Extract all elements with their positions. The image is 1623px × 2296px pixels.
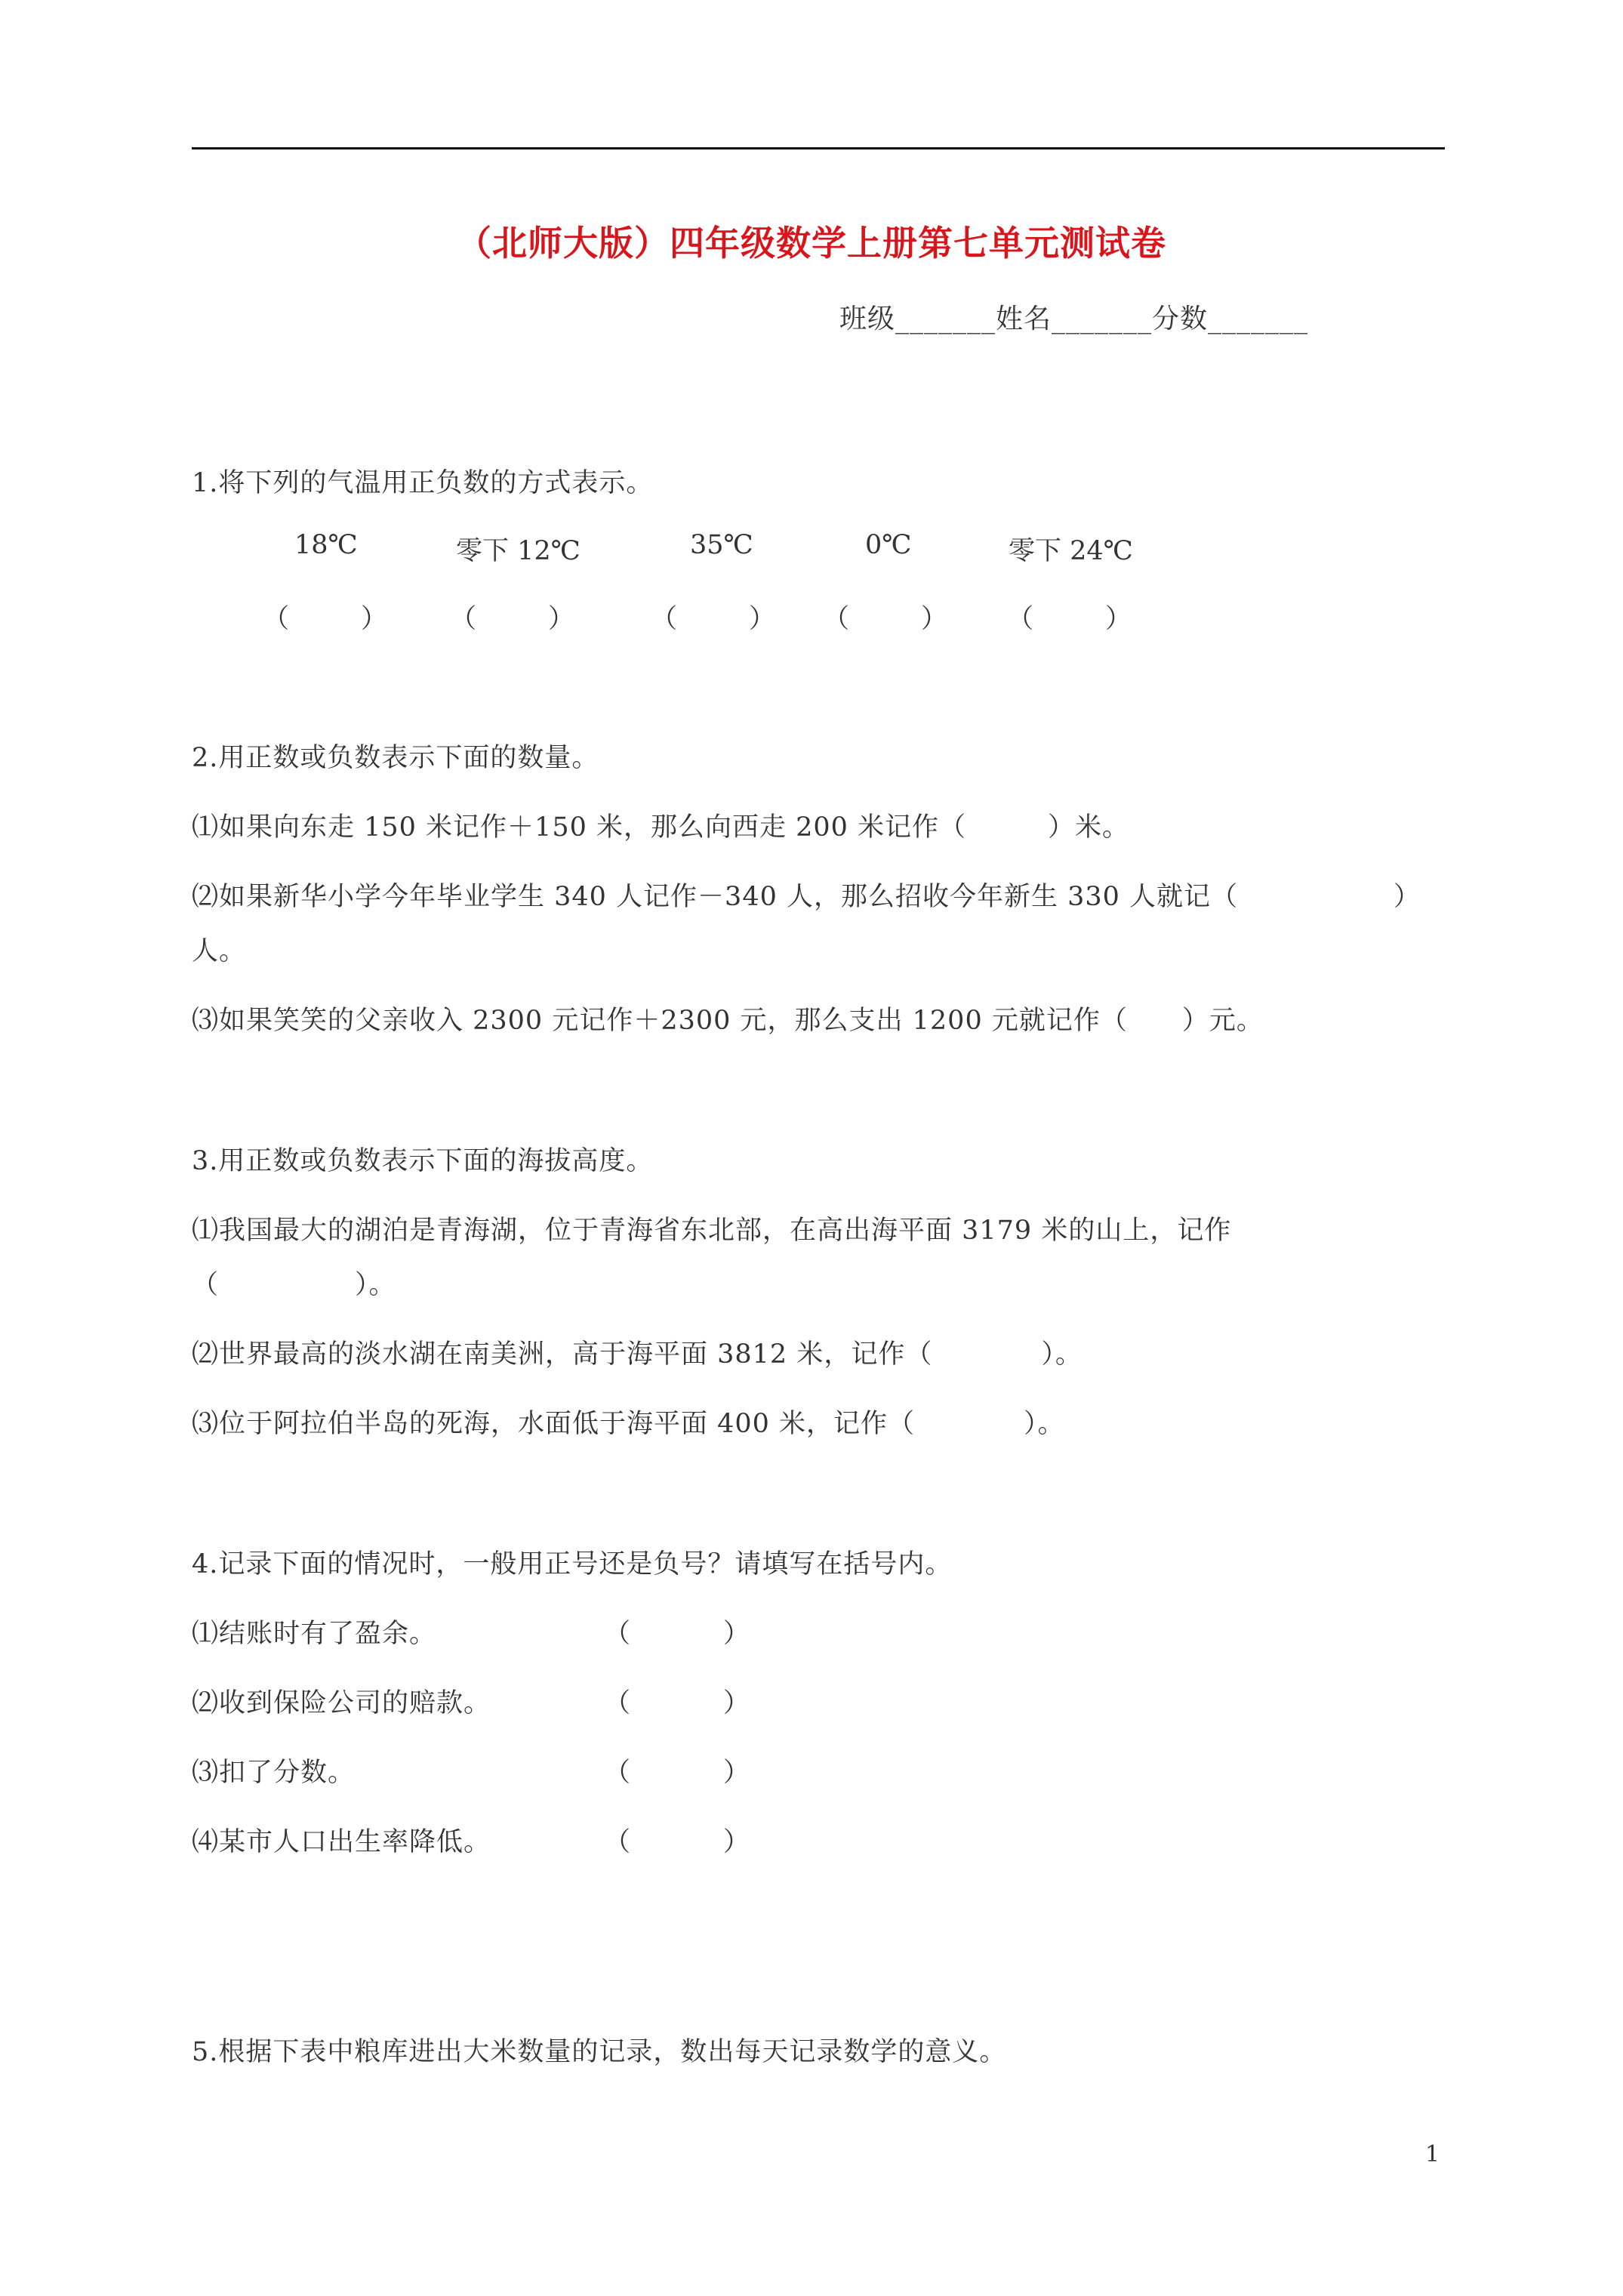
question-3-part-2: ⑵世界最高的淡水湖在南美洲，高于海平面 3812 米，记作（ ）。 [192, 1339, 1083, 1370]
answer-blank-3-close: ） [749, 604, 776, 634]
question-4-stem: 4.记录下面的情况时，一般用正号还是负号？请填写在括号内。 [192, 1549, 953, 1579]
question-4-item-3-close-paren: ） [723, 1758, 750, 1788]
student-info-line: 班级_______姓名_______分数_______ [839, 304, 1309, 334]
question-2-part-2: ⑵如果新华小学今年毕业学生 340 人记作－340 人，那么招收今年新生 330 人就记（ [192, 882, 1239, 912]
answer-blank-2-close: ） [548, 604, 575, 634]
question-2-part-2-continued: 人。 [192, 936, 247, 966]
question-2-part-3: ⑶如果笑笑的父亲收入 2300 元记作＋2300 元，那么支出 1200 元就记作（ ）元。 [192, 1006, 1264, 1036]
answer-blank-1-close: ） [361, 604, 388, 634]
answer-blank-2-open: （ [450, 604, 477, 634]
question-4-item-1: ⑴结账时有了盈余。 [192, 1619, 437, 1649]
question-3-stem: 3.用正数或负数表示下面的海拔高度。 [192, 1146, 654, 1176]
question-4-item-3: ⑶扣了分数。 [192, 1758, 356, 1788]
question-2-part-1: ⑴如果向东走 150 米记作＋150 米，那么向西走 200 米记作（ ）米。 [192, 812, 1130, 843]
answer-blank-1-open: （ [263, 604, 290, 634]
question-4-item-4: ⑷某市人口出生率降低。 [192, 1827, 491, 1857]
question-4-item-1-open-paren: （ [604, 1619, 631, 1649]
question-4-item-3-open-paren: （ [604, 1758, 631, 1788]
question-5-stem: 5.根据下表中粮库进出大米数量的记录，数出每天记录数学的意义。 [192, 2037, 1007, 2067]
temperature-5: 零下 24℃ [1009, 536, 1133, 566]
question-3-part-3: ⑶位于阿拉伯半岛的死海，水面低于海平面 400 米，记作（ ）。 [192, 1409, 1065, 1439]
question-2-stem: 2.用正数或负数表示下面的数量。 [192, 743, 599, 773]
question-2-part-2-close-paren: ） [1394, 882, 1421, 912]
answer-blank-4-open: （ [823, 604, 850, 634]
question-4-item-2: ⑵收到保险公司的赔款。 [192, 1688, 491, 1718]
question-3-part-1-continued: （ ）。 [192, 1270, 396, 1300]
answer-blank-3-open: （ [651, 604, 678, 634]
temperature-1: 18℃ [294, 530, 358, 560]
answer-blank-5-close: ） [1105, 604, 1132, 634]
temperature-3: 35℃ [690, 530, 753, 560]
temperature-4: 0℃ [865, 530, 912, 560]
question-1-stem: 1.将下列的气温用正负数的方式表示。 [192, 468, 654, 498]
temperature-2: 零下 12℃ [456, 536, 581, 566]
page-title: （北师大版）四年级数学上册第七单元测试卷 [457, 223, 1166, 264]
question-4-item-4-open-paren: （ [604, 1827, 631, 1857]
answer-blank-5-open: （ [1007, 604, 1034, 634]
question-4-item-1-close-paren: ） [723, 1619, 750, 1649]
answer-blank-4-close: ） [921, 604, 948, 634]
page-number: 1 [1425, 2141, 1440, 2168]
question-4-item-2-open-paren: （ [604, 1688, 631, 1718]
question-4-item-4-close-paren: ） [723, 1827, 750, 1857]
question-3-part-1: ⑴我国最大的湖泊是青海湖，位于青海省东北部，在高出海平面 3179 米的山上，记作 [192, 1216, 1232, 1246]
question-4-item-2-close-paren: ） [723, 1688, 750, 1718]
header-rule [192, 147, 1445, 149]
